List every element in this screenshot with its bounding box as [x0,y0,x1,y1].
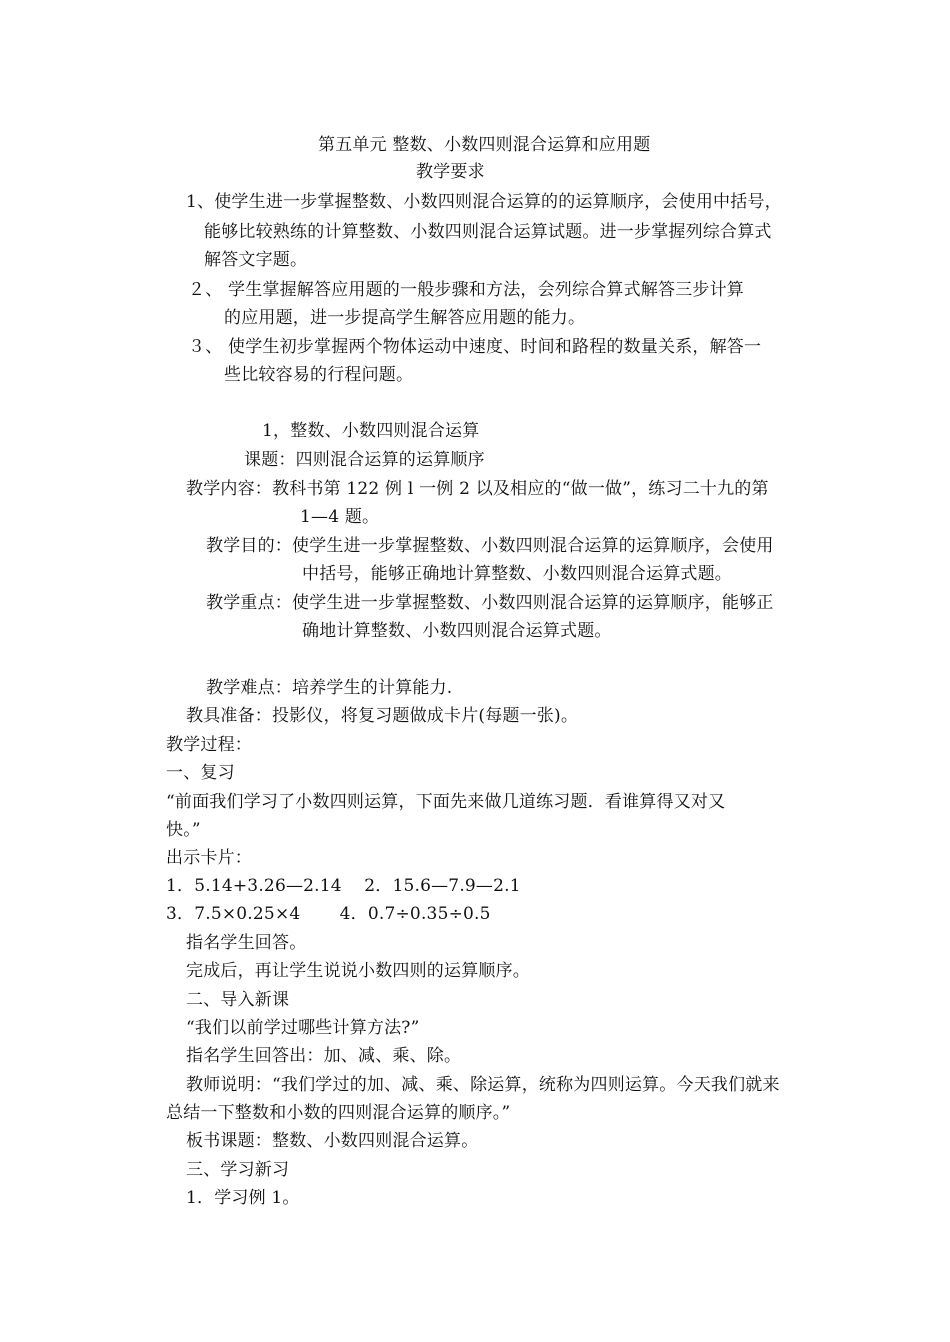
intro-heading: 二、导入新课 [186,990,290,1010]
lesson-heading: 1，整数、小数四则混合运算 [262,421,480,441]
exercise-row-2: 3．7.5×0.25×4 4．0.7÷0.35÷0.5 [166,904,491,924]
section-title: 教学要求 [416,162,485,182]
requirement-3-line-2: 些比较容易的行程问题。 [224,365,414,385]
lesson-content-line-1: 教学内容：教科书第 122 例 l 一例 2 以及相应的“做一做”，练习二十九的第 [186,479,769,499]
process-title: 教学过程： [166,735,252,755]
lesson-goal-line-1: 教学目的：使学生进一步掌握整数、小数四则混合运算的运算顺序，会使用 [206,536,774,556]
answer-instruction: 指名学生回答。 [186,933,307,953]
example-item: 1．学习例 1。 [186,1188,300,1208]
review-quote-line-2: 快。” [166,820,201,840]
requirement-1-line-3: 解答文字题。 [204,250,308,270]
lesson-difficulty: 教学难点：培养学生的计算能力. [206,678,453,698]
intro-question: “我们以前学过哪些计算方法?” [186,1018,420,1038]
learn-heading: 三、学习新习 [186,1160,290,1180]
requirement-2-line-2: 的应用题，进一步提高学生解答应用题的能力。 [224,308,586,328]
lesson-focus-line-2: 确地计算整数、小数四则混合运算式题。 [302,621,612,641]
exercise-row-1: 1．5.14+3.26—2.14 2．15.6—7.9—2.1 [166,876,521,896]
review-heading: 一、复习 [166,763,235,783]
unit-title: 第五单元 整数、小数四则混合运算和应用题 [318,135,651,155]
requirement-1-line-1: 1、使学生进一步掌握整数、小数四则混合运算的的运算顺序，会使用中括号， [186,192,782,212]
lesson-focus-line-1: 教学重点：使学生进一步掌握整数、小数四则混合运算的运算顺序，能够正 [206,593,774,613]
intro-answer: 指名学生回答出：加、减、乘、除。 [186,1046,462,1066]
teacher-note-line-1: 教师说明：“我们学过的加、减、乘、除运算，统称为四则运算。今天我们就来 [186,1075,780,1095]
board-topic: 板书课题：整数、小数四则混合运算。 [186,1131,479,1151]
lesson-topic: 课题：四则混合运算的运算顺序 [244,450,485,470]
requirement-2-line-1: ２、 学生掌握解答应用题的一般步骤和方法，会列综合算式解答三步计算 [188,280,745,300]
cards-label: 出示卡片： [166,848,252,868]
lesson-tools: 教具准备：投影仪，将复习题做成卡片(每题一张)。 [186,706,579,726]
teacher-note-line-2: 总结一下整数和小数的四则混合运算的顺序。” [166,1103,511,1123]
review-quote-line-1: “前面我们学习了小数四则运算，下面先来做几道练习题．看谁算得又对又 [166,792,726,812]
after-instruction: 完成后，再让学生说说小数四则的运算顺序。 [186,961,530,981]
lesson-goal-line-2: 中括号，能够正确地计算整数、小数四则混合运算式题。 [302,564,732,584]
requirement-3-line-1: ３、 使学生初步掌握两个物体运动中速度、时间和路程的数量关系，解答一 [188,337,762,357]
lesson-content-line-2: 1—4 题。 [300,507,380,527]
requirement-1-line-2: 能够比较熟练的计算整数、小数四则混合运算试题。进一步掌握列综合算式 [204,222,772,242]
